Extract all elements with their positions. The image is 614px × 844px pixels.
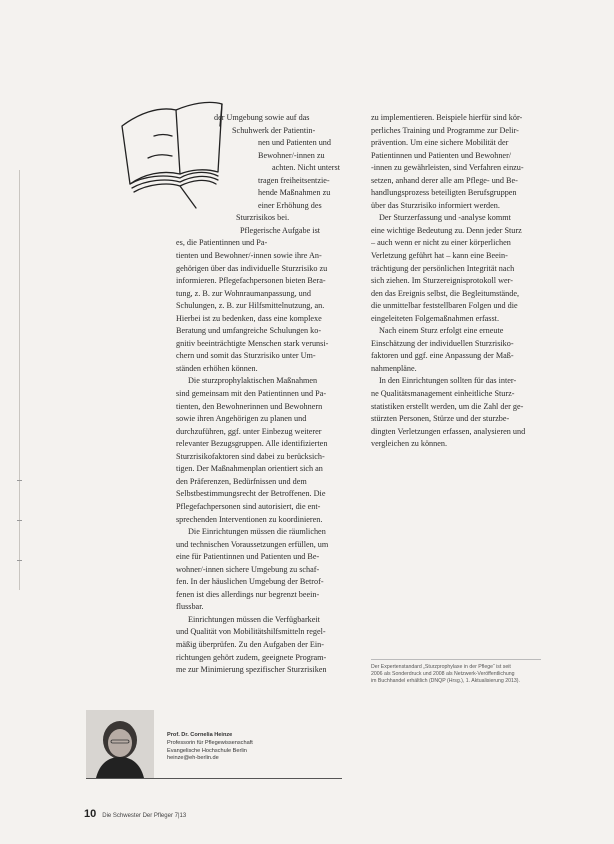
article-column-right <box>371 112 544 451</box>
text-line: eingeleiteten Folgemaßnahmen erfasst. <box>371 313 499 323</box>
author-name: Prof. Dr. Cornelia Heinze <box>167 732 233 738</box>
text-line: achten. Nicht unterst <box>272 163 340 173</box>
text-line: zu implementieren. Beispiele hierfür sind kör- <box>371 113 523 122</box>
text-line: sich ziehen. Im Sturzereignisprotokoll wer- <box>371 276 513 286</box>
author-role: Professorin für Pflegewissenschaft <box>167 739 253 746</box>
text-line: Hierbei ist zu bedenken, dass eine komplexe <box>176 313 322 323</box>
text-line: -innen zu gewährleisten, sind Verfahren einzu- <box>371 163 524 173</box>
text-line: me zur Minimierung spezifischer Sturzrisiken <box>176 665 327 675</box>
text-line: Einrichtungen müssen die Verfügbarkeit <box>188 614 320 624</box>
text-line: sowie ihren Angehörigen zu planen und <box>176 414 307 424</box>
text-line: mäßig überprüfen. Zu den Aufgaben der Ein- <box>176 639 325 649</box>
text-line: ne Qualitätsmanagement einheitliche Sturz- <box>371 389 515 399</box>
text-line: eine wichtige Bedeutung zu. Denn jeder Sturz <box>371 225 522 235</box>
text-line: den Präferenzen, Bedürfnissen und dem <box>176 476 307 486</box>
text-line: Die Einrichtungen müssen die räumlichen <box>188 527 326 537</box>
literature-note <box>371 664 546 686</box>
text-line: statistiken erstellt werden, um die Zahl der ge- <box>371 401 524 411</box>
text-line: und technischen Voraussetzungen erfüllen, um <box>176 539 329 549</box>
text-line: und Qualität von Mobilitätshilfsmitteln regel- <box>176 627 326 637</box>
page-footer <box>84 808 186 820</box>
text-line: fenen ist dies allerdings nur begrenzt beein- <box>176 589 320 599</box>
text-line: durchzuführen, ggf. unter Einbezug weiterer <box>176 426 322 436</box>
text-line: prävention. Um eine sichere Mobilität der <box>371 138 509 148</box>
text-line: tung, z. B. zur Wohnraumanpassung, und <box>176 288 311 298</box>
text-line: nen und Patienten und <box>258 138 331 148</box>
text-line: Verletzung geführt hat – kann eine Beein- <box>371 251 508 261</box>
page-number: 10 <box>84 808 97 820</box>
text-line: Der Sturzerfassung und -analyse kommt <box>379 213 511 223</box>
text-line: hende Maßnahmen zu <box>258 188 331 198</box>
text-line: sprechenden Interventionen zu koordinieren. <box>176 514 323 524</box>
literature-line: im Buchhandel erhältlich (DNQP (Hrsg.), 1. Aktualisierung 2013). <box>371 678 520 685</box>
text-line: ständen erhöhen können. <box>176 363 258 373</box>
text-line: Bewohner/-innen zu <box>258 150 325 160</box>
text-line: Die sturzprophylaktischen Maßnahmen <box>188 376 318 386</box>
margin-tick <box>17 560 22 561</box>
text-line: es, die Patientinnen und Pa- <box>176 238 268 248</box>
text-line: Sturzrisikos bei. <box>236 213 290 223</box>
text-line: vergleichen zu können. <box>371 439 448 449</box>
article-column-left <box>176 112 351 677</box>
literature-line: Der Expertenstandard „Sturzprophylaxe in der Pflege“ ist seit <box>371 664 511 670</box>
author-rule <box>86 778 342 779</box>
text-line: Beratung und umfangreiche Schulungen ko- <box>176 326 322 336</box>
text-line: In den Einrichtungen sollten für das inter- <box>379 376 517 386</box>
author-box <box>167 732 337 763</box>
text-line: Selbstbestimmungsrecht der Betroffenen. Die <box>176 489 326 499</box>
text-line: eine für Patientinnen und Patienten und Be- <box>176 552 320 562</box>
text-line: – auch wenn er nicht zu einer körperlichen <box>371 238 511 248</box>
text-line: nahmenpläne. <box>371 363 417 373</box>
text-line: wohner/-innen sichere Umgebung zu schaf- <box>176 564 320 574</box>
text-line: chern und somit das Sturzrisiko unter Um- <box>176 351 316 361</box>
text-line: über das Sturzrisiko informiert werden. <box>371 200 500 210</box>
text-line: perliches Training und Programme zur Delir- <box>371 125 519 135</box>
author-email[interactable]: heinze@eh-berlin.de <box>167 755 219 762</box>
text-line: Pflegefachpersonen sind autorisiert, die ent- <box>176 501 321 511</box>
text-line: tienten, den Bewohnerinnen und Bewohnern <box>176 401 323 411</box>
text-line: sind gemeinsam mit den Patientinnen und Pa- <box>176 389 327 399</box>
text-line: setzen, anhand derer alle am Pflege- und Be- <box>371 175 518 185</box>
text-line: Pflegerische Aufgabe ist <box>240 225 321 235</box>
text-line: richtungen gehört zudem, geeignete Program- <box>176 652 327 662</box>
text-line: die unmittelbar feststellbaren Folgen und die <box>371 301 518 311</box>
text-line: Schuhwerk der Patientin- <box>232 125 316 135</box>
text-line: einer Erhöhung des <box>258 200 322 210</box>
text-line: informieren. Pflegefachpersonen bieten Bera- <box>176 276 326 286</box>
text-line: relevanter Bezugsgruppen. Alle identifizierten <box>176 439 328 449</box>
text-line: fen. In der häuslichen Umgebung der Betrof- <box>176 577 324 587</box>
margin-tick <box>17 520 22 521</box>
text-line: dingten Verletzungen erfassen, analysieren und <box>371 426 526 436</box>
author-institution: Evangelische Hochschule Berlin <box>167 747 247 754</box>
literature-line: 2006 als Sonderdruck und 2008 als Netzwerk-Veröffentlichung <box>371 671 515 678</box>
author-photo <box>86 710 154 778</box>
text-line: handlungsprozess beteiligten Berufsgruppen <box>371 188 517 198</box>
text-line: der Umgebung sowie auf das <box>214 113 310 122</box>
text-line: Schulungen, z. B. zur Hilfsmittelnutzung, an. <box>176 301 325 311</box>
text-line: gnitiv beeinträchtigte Menschen stark verunsi- <box>176 338 329 348</box>
margin-tick <box>17 480 22 481</box>
author-portrait-icon <box>86 710 154 778</box>
text-line: Nach einem Sturz erfolgt eine erneute <box>379 326 504 336</box>
literature-rule <box>371 659 541 660</box>
watermark <box>418 455 558 545</box>
text-line: gehörigen über das individuelle Sturzrisiko zu <box>176 263 328 273</box>
text-line: trächtigung der persönlichen Integrität nach <box>371 263 515 273</box>
text-line: Patientinnen und Patienten und Bewohner/ <box>371 150 512 160</box>
text-line: Sturzrisikofaktoren sind dabei zu berücksich- <box>176 451 325 461</box>
text-line: tienten und Bewohner/-innen sowie ihre An- <box>176 251 322 261</box>
text-line: tragen freiheitsentzie- <box>258 175 330 185</box>
text-line: Einschätzung der individuellen Sturzrisiko- <box>371 338 514 348</box>
text-line: stürzten Personen, Stürze und der sturzbe- <box>371 414 510 424</box>
text-line: faktoren und ggf. eine Anpassung der Maß- <box>371 351 514 361</box>
text-line: tigen. Der Maßnahmenplan orientiert sich an <box>176 464 323 474</box>
margin-rule <box>19 170 20 590</box>
publication-name: Die Schwester Der Pfleger 7|13 <box>102 813 187 819</box>
text-line: flussbar. <box>176 602 204 612</box>
text-line: den das Ereignis selbst, die Begleitumstände, <box>371 288 520 298</box>
